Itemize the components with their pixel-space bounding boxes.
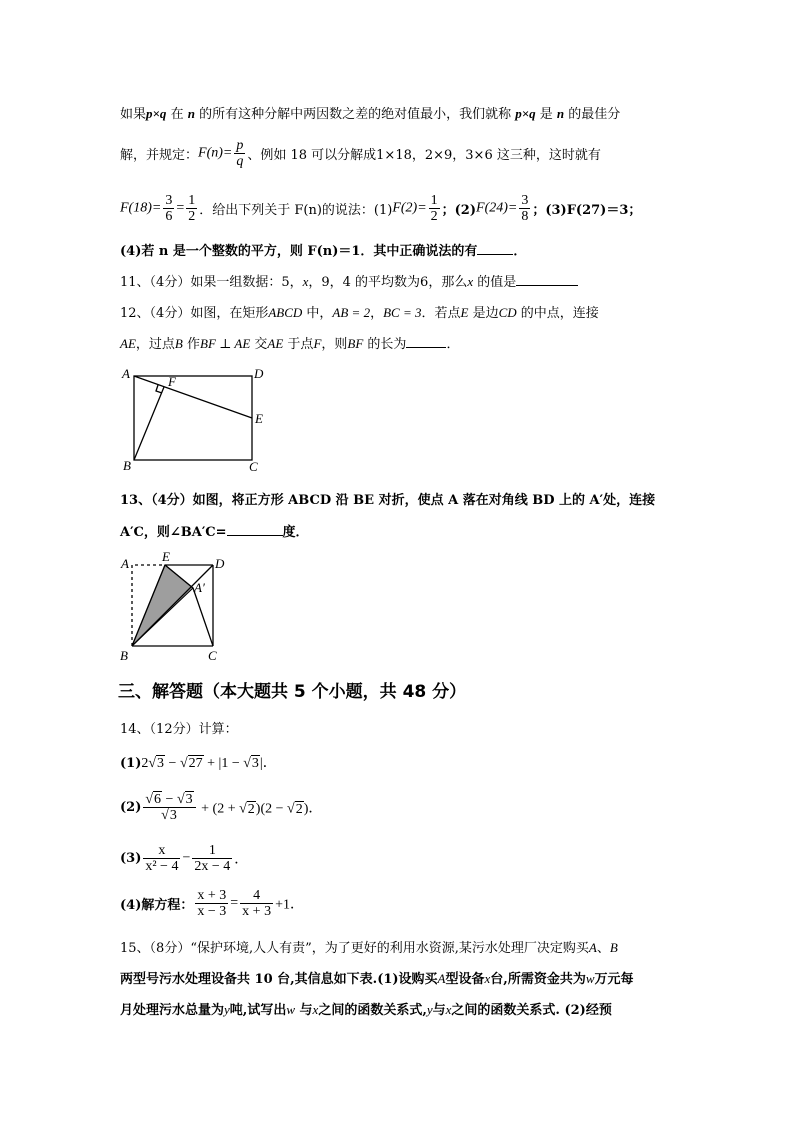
q12-line1-d: 是边 <box>468 306 499 321</box>
q14-p4-f2-num: 4 <box>253 888 261 903</box>
q10-fraction-1-2 <box>186 193 197 224</box>
q14-p3-f2-den: 2x − 4 <box>194 859 231 874</box>
q13-shaded-triangle <box>132 565 193 646</box>
q14-p2-root6: 6 <box>154 792 162 807</box>
q10-pq: p×q <box>146 106 167 121</box>
q12-line2-b: 作 <box>182 337 200 352</box>
q13-label-a-prime: A′ <box>194 580 205 595</box>
q12-ab: AB = 2 <box>332 305 371 320</box>
q12-label-c: C <box>249 459 258 474</box>
q10-f24-lhs: F(24)= <box>476 200 518 216</box>
q10-line1-mid2: 的所有这种分解中两因数之差的绝对值最小，我们就称 <box>194 107 516 122</box>
q14-p4-end: +1． <box>275 897 304 913</box>
q14-p1-root3b: 3 <box>251 756 259 771</box>
q10-f18-lhs: F(18)= <box>120 200 162 216</box>
q12-f: F <box>313 336 322 351</box>
q15-line1-b: 、 <box>596 941 610 956</box>
q10-fraction-f24 <box>519 193 530 224</box>
q12-segment-bf <box>134 387 164 460</box>
q11-x2: x <box>467 274 474 289</box>
q10-line1-mid3: 是 <box>535 107 557 122</box>
q15-line1 <box>120 937 618 956</box>
q12-b: B <box>174 336 183 351</box>
q10-fraction-3-6 <box>163 193 174 224</box>
q12-line2-c: 交 <box>250 337 268 352</box>
q12-line2-e: ，则 <box>321 337 348 352</box>
q11-text3: 的值是 <box>473 275 517 290</box>
q15-y: y <box>224 1002 230 1017</box>
q14-p1-label: (1) <box>120 756 142 771</box>
section-3-heading: 三、解答题（本大题共 5 个小题，共 48 分） <box>118 682 467 702</box>
q10-line1 <box>120 103 620 122</box>
q12-figure <box>118 362 278 474</box>
q14-part1: (1)2√3 − √27 + |1 − √3|． <box>120 756 277 771</box>
q15-x3: x <box>445 1002 452 1017</box>
q10-line4 <box>120 240 526 259</box>
q14-p1-root3a: 3 <box>157 756 165 771</box>
q12-label-d: D <box>254 366 264 381</box>
q12-label-f: F <box>168 374 176 389</box>
q12-line1-c: ．若点 <box>421 306 461 321</box>
q12-bc: BC = 3 <box>383 305 422 320</box>
q13-label-c: C <box>208 648 217 663</box>
q14-p1-end: |． <box>259 756 277 771</box>
q14-p4-fraction2 <box>240 888 273 919</box>
q14-p3-end: ． <box>234 852 249 868</box>
q10-line3 <box>120 193 641 224</box>
q12-e: E <box>460 305 469 320</box>
q13-line2-a: A′C，则∠BA′C= <box>120 525 227 540</box>
q13-label-e: E <box>162 549 170 564</box>
q12-line2-d: 于点 <box>283 337 314 352</box>
q12-ae2: AE <box>267 336 284 351</box>
q15-line2-d: 万元每 <box>594 972 634 987</box>
q12-line1-e: 的中点，连接 <box>516 306 599 321</box>
q14-p2-root2a: 2 <box>247 801 255 817</box>
q10-fraction-f2 <box>429 193 440 224</box>
q14-title: 14、（12分）计算： <box>120 722 238 737</box>
q11-answer-blank[interactable] <box>516 273 578 286</box>
q15-x2: x <box>312 1002 319 1017</box>
q13-line1-text: 13、（4分）如图，将正方形 ABCD 沿 BE 对折，使点 A 落在对角线 BD 上的 A′处，连接 <box>120 493 656 508</box>
q14-p2-root3-den: 3 <box>169 808 177 823</box>
q14-part3 <box>120 843 248 874</box>
q10-f2-lhs: F(2)= <box>392 200 427 216</box>
q12-label-b: B <box>123 458 131 473</box>
q14-p2-label: (2) <box>120 800 142 815</box>
q14-p2-fraction: $\frac{√6 - √3}{√3}$ <box>143 792 195 823</box>
q14-p3-fraction1 <box>143 843 180 874</box>
q12-segment-ae <box>134 376 252 418</box>
q14-p3-f1-den: x² − 4 <box>145 859 179 874</box>
q10-frac-p: p <box>236 138 244 153</box>
q14-p1-minus: − <box>165 756 180 771</box>
q14-p2-rest-a: + (2 + <box>197 801 240 817</box>
q15-x: x <box>484 971 491 986</box>
q10-line3-mid: ．给出下列关于 F(n)的说法：(1) <box>199 203 393 218</box>
q15-line2-b: 型设备 <box>445 972 485 987</box>
q13-label-b: B <box>120 648 128 663</box>
q14-p4-fraction1 <box>195 888 228 919</box>
q13-label-a: A <box>121 556 129 571</box>
q10-item2: ；(2) <box>441 203 477 218</box>
q14-p3-f2-num: 1 <box>208 843 216 858</box>
q15-a: A <box>588 940 597 955</box>
q10-line4-text: (4)若 n 是一个整数的平方，则 F(n)＝1．其中正确说法的有 <box>120 244 478 259</box>
q15-w2: w <box>286 1002 295 1017</box>
q10-frac-f2-num: 1 <box>430 193 438 208</box>
q10-fraction-pq <box>234 138 245 169</box>
q12-line2-f: 的长为 <box>363 337 407 352</box>
q12-comma: ， <box>370 306 384 321</box>
q13-line1 <box>120 489 655 508</box>
q15-line3-e: 与 <box>432 1003 446 1018</box>
q12-ae1: AE <box>120 336 136 351</box>
q12-bf: BF <box>347 336 364 351</box>
q10-line2 <box>120 138 601 169</box>
q11 <box>120 271 578 290</box>
q14-p2-rest-b: )(2 − <box>255 801 288 817</box>
q10-frac-2: 2 <box>188 209 196 224</box>
q14-p3-label: (3) <box>120 851 142 866</box>
q15-line1-a: 15、（8分）“保护环境,人人有责”，为了更好的利用水资源,某污水处理厂决定购买 <box>120 941 589 956</box>
q12-line1 <box>120 302 599 321</box>
q10-eq: = <box>176 200 185 216</box>
q10-n: n <box>187 106 195 121</box>
q15-line3-b: 吨,试写出 <box>229 1003 287 1018</box>
q10-line4-end: ． <box>513 244 527 259</box>
q14-p4-f2-den: x + 3 <box>242 904 272 919</box>
q11-text2: ，9，4 的平均数为6，那么 <box>308 275 468 290</box>
q12-line1-a: 12、（4分）如图，在矩形 <box>120 306 269 321</box>
q12-line2-end: ． <box>446 337 460 352</box>
q10-frac-f24-num: 3 <box>521 193 529 208</box>
q12-cd: CD <box>498 305 517 320</box>
q15-line2-a: 两型号污水处理设备共 10 台,其信息如下表.(1)设购买 <box>120 972 438 987</box>
q14-p3-fraction2 <box>192 843 232 874</box>
q15-line3-c: 与 <box>295 1003 313 1018</box>
q12-label-e: E <box>255 411 263 426</box>
q12-label-a: A <box>122 366 130 381</box>
q14-p4-eq: = <box>230 895 239 911</box>
q10-line2-pre: 解，并规定： <box>120 148 199 163</box>
q15-b: B <box>609 940 618 955</box>
q13-line2-b: 度． <box>282 525 309 540</box>
q13-label-d: D <box>215 556 225 571</box>
q13-segment-ac <box>193 588 213 646</box>
q10-line1-post: 的最佳分 <box>564 107 621 122</box>
q10-n-2: n <box>556 106 565 121</box>
q14-p2-rest-c: )． <box>303 801 323 817</box>
q10-frac-6: 6 <box>165 209 173 224</box>
q15-a2: A <box>437 971 446 986</box>
q14-p4-label: (4)解方程： <box>120 898 194 913</box>
q14-p1-coef: 2 <box>141 756 149 771</box>
q10-frac-q: q <box>236 154 244 169</box>
q10-frac-f2-den: 2 <box>430 209 438 224</box>
q14-p4-f1-den: x − 3 <box>197 904 227 919</box>
q11-x1: x <box>302 274 309 289</box>
q10-line1-pre: 如果 <box>120 107 147 122</box>
q10-frac-f24-den: 8 <box>521 209 529 224</box>
q10-frac-3: 3 <box>165 193 173 208</box>
q15-line3-f: 之间的函数关系式. (2)经预 <box>451 1003 612 1018</box>
q10-line1-mid1: 在 <box>166 107 188 122</box>
q10-item3: ；(3)F(27)＝3； <box>532 203 642 218</box>
q14-part2: (2) $\frac{√6 - √3}{√3}$ + (2 + √2)(2 − √2)． <box>120 792 323 823</box>
q15-line3 <box>120 999 612 1018</box>
q14-p1-plus: + |1 − <box>203 756 244 771</box>
q11-text: 11、（4分）如果一组数据：5， <box>120 275 303 290</box>
q13-line2 <box>120 521 309 540</box>
q12-line2 <box>120 333 459 352</box>
q10-answer-blank[interactable] <box>477 242 513 255</box>
q15-line2 <box>120 968 634 987</box>
q14-p3-minus: − <box>182 850 191 866</box>
q13-figure <box>118 548 234 664</box>
q12-answer-blank[interactable] <box>406 335 446 348</box>
q12-line1-b: 中， <box>302 306 333 321</box>
q14-p1-root27: 27 <box>188 756 203 771</box>
q10-pq-2: p×q <box>515 106 536 121</box>
q10-line2-post: 、例如 18 可以分解成1×18，2×9，3×6 这三种，这时就有 <box>247 148 601 163</box>
q14-p4-f1-num: x + 3 <box>197 888 227 903</box>
q14-part4 <box>120 888 304 919</box>
q13-answer-blank[interactable] <box>227 523 283 536</box>
q10-fn-lhs: F(n)= <box>198 145 233 161</box>
q14-p2-num-minus: − <box>162 792 177 807</box>
q15-w: w <box>585 971 595 986</box>
q12-bf-perp: BF ⊥ AE <box>200 336 251 351</box>
q15-line3-d: 之间的函数关系式, <box>318 1003 427 1018</box>
q10-frac-1: 1 <box>188 193 196 208</box>
q12-abcd: ABCD <box>268 305 303 320</box>
q14-p2-root2b: 2 <box>295 801 303 817</box>
q15-line3-a: 月处理污水总量为 <box>120 1003 225 1018</box>
q14-p3-f1-num: x <box>158 843 166 858</box>
q12-line2-a: ，过点 <box>135 337 175 352</box>
q15-line2-c: 台,所需资金共为 <box>490 972 586 987</box>
q14-p2-root3-num: 3 <box>185 792 193 807</box>
q15-y2: y <box>426 1002 433 1017</box>
